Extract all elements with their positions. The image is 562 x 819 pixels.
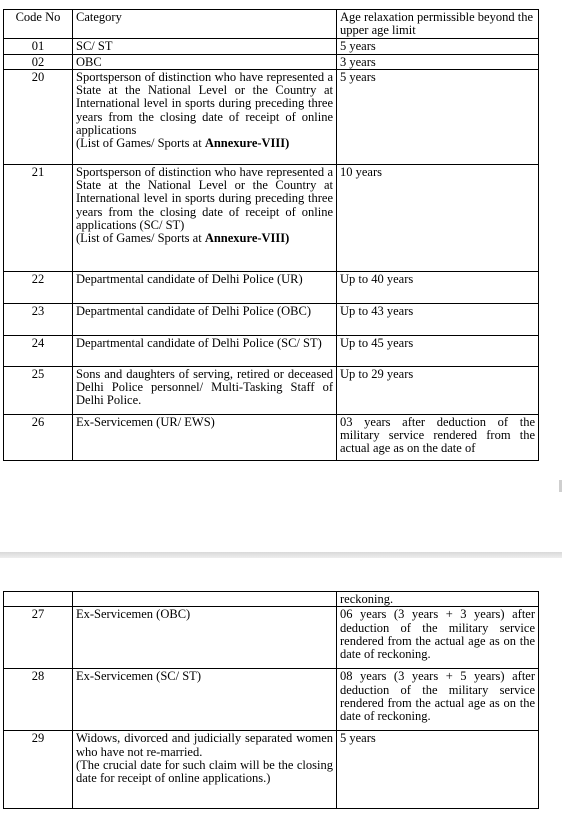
row-code: 02 <box>4 54 73 69</box>
header-code-no: Code No <box>4 10 73 39</box>
row-category-text: Widows, divorced and judicially separated women who have not re-married. <box>76 731 333 759</box>
row-code: 21 <box>4 164 73 271</box>
page-gap <box>0 545 562 575</box>
row-age: 03 years after deduction of the military service rendered from the actual age as on the date of <box>337 414 539 460</box>
row-category-text: Sportsperson of distinction who have represented a State at the National Level or the Country at International level in sports during preceding three years from the closing date of receipt of online applications (SC/ ST) <box>76 164 333 233</box>
row-age: 3 years <box>337 54 539 69</box>
row-code: 26 <box>4 414 73 460</box>
table-row <box>4 669 539 731</box>
row-category-note: (The crucial date for such claim will be the closing date for receipt of online applications.) <box>76 757 333 786</box>
table-row <box>4 164 539 271</box>
age-relaxation-table <box>3 9 539 461</box>
table-row <box>4 38 539 54</box>
row-age: Up to 43 years <box>337 303 539 335</box>
table-row <box>4 607 539 669</box>
row-age: 5 years <box>337 69 539 164</box>
annexure-reference: Annexure-VIII) <box>204 231 290 246</box>
annexure-reference: Annexure-VIII) <box>204 136 290 151</box>
row-age: 06 years (3 years + 3 years) after deduction of the military service rendered from the actual age as on the date of reckoning. <box>337 607 539 669</box>
row-category: Departmental candidate of Delhi Police (OBC) <box>73 303 337 335</box>
table-row <box>4 69 539 164</box>
row-code: 01 <box>4 38 73 54</box>
row-code: 23 <box>4 303 73 335</box>
table-header-row <box>4 10 539 39</box>
row-age: 5 years <box>337 731 539 809</box>
age-relaxation-table-continued <box>3 591 539 809</box>
row-category: Ex-Servicemen (SC/ ST) <box>73 669 337 731</box>
page-separator <box>0 552 562 558</box>
row-age: 10 years <box>337 164 539 271</box>
row-code: 28 <box>4 669 73 731</box>
table-row <box>4 366 539 414</box>
row-age-continued: reckoning. <box>337 592 539 607</box>
row-code: 25 <box>4 366 73 414</box>
row-code: 24 <box>4 335 73 366</box>
row-category <box>73 592 337 607</box>
row-age: Up to 29 years <box>337 366 539 414</box>
row-code: 20 <box>4 69 73 164</box>
row-age: Up to 45 years <box>337 335 539 366</box>
row-category: Sons and daughters of serving, retired or deceased Delhi Police personnel/ Multi-Tasking Staff of Delhi Police. <box>73 366 337 414</box>
row-category <box>73 731 337 809</box>
table-row <box>4 414 539 460</box>
table-row <box>4 271 539 303</box>
continuation-row <box>4 592 539 607</box>
row-age: 08 years (3 years + 5 years) after deduction of the military service rendered from the actual age as on the date of reckoning. <box>337 669 539 731</box>
row-category-note: (List of Games/ Sports at <box>76 231 205 246</box>
row-category: Departmental candidate of Delhi Police (UR) <box>73 271 337 303</box>
page-2 <box>0 575 562 819</box>
row-category: Departmental candidate of Delhi Police (SC/ ST) <box>73 335 337 366</box>
header-category: Category <box>73 10 337 39</box>
row-code: 22 <box>4 271 73 303</box>
table-row <box>4 54 539 69</box>
row-age: Up to 40 years <box>337 271 539 303</box>
row-category <box>73 69 337 164</box>
table-row <box>4 731 539 809</box>
row-category <box>73 164 337 271</box>
row-category: OBC <box>73 54 337 69</box>
row-age: 5 years <box>337 38 539 54</box>
table-row <box>4 335 539 366</box>
row-category-note: (List of Games/ Sports at <box>76 136 205 151</box>
row-category: Ex-Servicemen (UR/ EWS) <box>73 414 337 460</box>
row-code: 29 <box>4 731 73 809</box>
row-category-text: Sportsperson of distinction who have represented a State at the National Level or the Country at International level in sports during preceding three years from the closing date of receipt of online applications <box>76 69 333 138</box>
row-code: 27 <box>4 607 73 669</box>
header-age-relaxation: Age relaxation permissible beyond the upper age limit <box>337 10 539 39</box>
row-category: Ex-Servicemen (OBC) <box>73 607 337 669</box>
row-category: SC/ ST <box>73 38 337 54</box>
table-row <box>4 303 539 335</box>
row-code <box>4 592 73 607</box>
